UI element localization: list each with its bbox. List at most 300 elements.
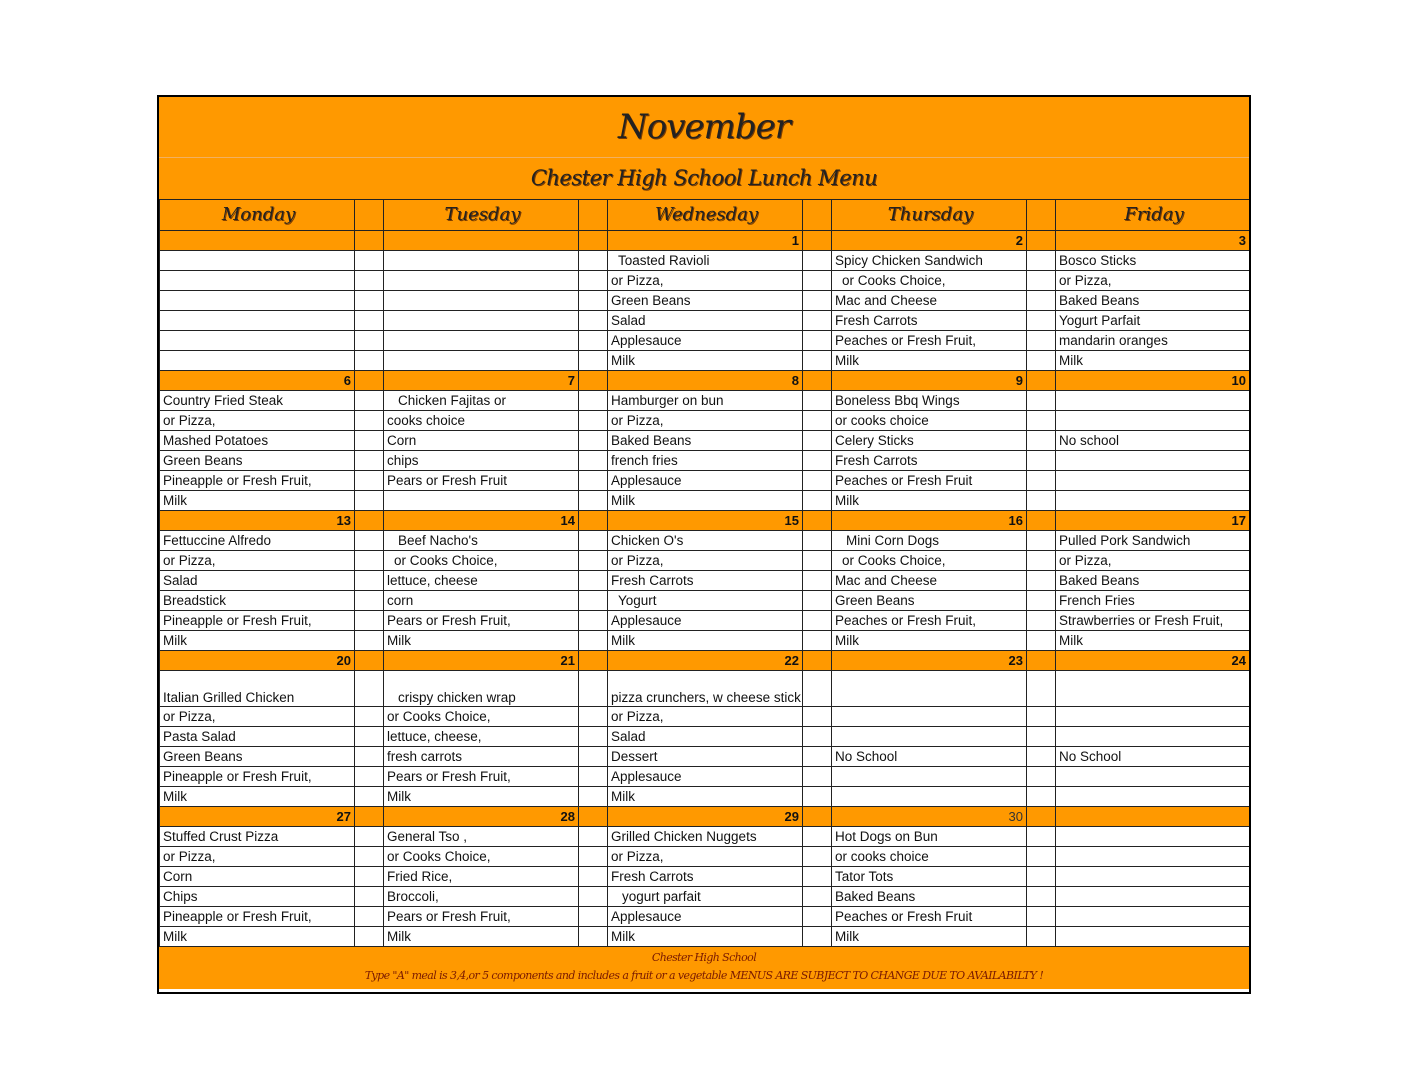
menu-cell: Fresh Carrots — [608, 571, 803, 591]
spacer-cell — [355, 867, 384, 887]
spacer-cell — [1027, 491, 1056, 511]
spacer-cell — [1027, 431, 1056, 451]
spacer-cell — [1027, 651, 1056, 671]
menu-cell: Fried Rice, — [384, 867, 579, 887]
spacer-cell — [355, 787, 384, 807]
menu-cell: Milk — [160, 787, 355, 807]
date-cell — [160, 231, 355, 251]
menu-cell: Hot Dogs on Bun — [832, 827, 1027, 847]
menu-cell — [1056, 867, 1250, 887]
menu-cell: or Cooks Choice, — [832, 271, 1027, 291]
date-cell: 23 — [832, 651, 1027, 671]
spacer-cell — [1027, 907, 1056, 927]
menu-cell: or Pizza, — [1056, 271, 1250, 291]
menu-cell: or Pizza, — [608, 271, 803, 291]
spacer-cell — [579, 927, 608, 947]
spacer-cell — [803, 551, 832, 571]
menu-cell: or Cooks Choice, — [384, 551, 579, 571]
spacer-cell — [579, 391, 608, 411]
spacer-cell — [1027, 231, 1056, 251]
menu-cell: Italian Grilled Chicken — [160, 671, 355, 707]
spacer-cell — [355, 727, 384, 747]
menu-cell: or Pizza, — [608, 411, 803, 431]
menu-cell: Mini Corn Dogs — [832, 531, 1027, 551]
date-cell: 8 — [608, 371, 803, 391]
spacer-cell — [1027, 271, 1056, 291]
menu-cell: Green Beans — [832, 591, 1027, 611]
menu-cell — [832, 671, 1027, 707]
spacer-cell — [355, 631, 384, 651]
menu-row — [160, 907, 1250, 927]
menu-cell: Green Beans — [608, 291, 803, 311]
menu-cell — [160, 351, 355, 371]
menu-cell: French Fries — [1056, 591, 1250, 611]
spacer-cell — [803, 767, 832, 787]
menu-row — [160, 867, 1250, 887]
spacer-cell — [579, 291, 608, 311]
menu-cell: Milk — [160, 491, 355, 511]
menu-cell — [832, 787, 1027, 807]
spacer-cell — [355, 807, 384, 827]
menu-row — [160, 311, 1250, 331]
spacer-cell — [579, 311, 608, 331]
menu-cell: Dessert — [608, 747, 803, 767]
spacer-cell — [1027, 471, 1056, 491]
spacer-cell — [803, 847, 832, 867]
spacer-cell — [1027, 787, 1056, 807]
menu-cell — [832, 707, 1027, 727]
spacer-cell — [579, 651, 608, 671]
spacer-cell — [1027, 251, 1056, 271]
spacer-cell — [355, 271, 384, 291]
spacer-cell — [803, 651, 832, 671]
date-cell: 27 — [160, 807, 355, 827]
date-cell: 10 — [1056, 371, 1250, 391]
menu-cell: or Pizza, — [160, 551, 355, 571]
spacer-cell — [1027, 411, 1056, 431]
spacer-cell — [355, 767, 384, 787]
menu-cell: Corn — [160, 867, 355, 887]
menu-cell: Pasta Salad — [160, 727, 355, 747]
menu-cell — [384, 331, 579, 351]
menu-cell: Milk — [608, 631, 803, 651]
menu-cell: Broccoli, — [384, 887, 579, 907]
menu-cell: Milk — [608, 491, 803, 511]
spacer-cell — [803, 291, 832, 311]
spacer-cell — [1027, 747, 1056, 767]
menu-cell: Fresh Carrots — [832, 451, 1027, 471]
menu-row — [160, 291, 1250, 311]
spacer-cell — [579, 251, 608, 271]
spacer-cell — [579, 887, 608, 907]
menu-cell: corn — [384, 591, 579, 611]
menu-cell — [1056, 767, 1250, 787]
menu-cell: Spicy Chicken Sandwich — [832, 251, 1027, 271]
spacer-cell — [355, 471, 384, 491]
menu-row — [160, 591, 1250, 611]
menu-cell: Peaches or Fresh Fruit, — [832, 611, 1027, 631]
menu-cell — [1056, 471, 1250, 491]
spacer-cell — [803, 927, 832, 947]
menu-cell: cooks choice — [384, 411, 579, 431]
spacer-cell — [803, 491, 832, 511]
spacer-cell — [355, 551, 384, 571]
menu-cell — [160, 331, 355, 351]
menu-cell: Hamburger on bun — [608, 391, 803, 411]
menu-row — [160, 727, 1250, 747]
menu-cell: No school — [1056, 431, 1250, 451]
menu-cell: or Pizza, — [160, 707, 355, 727]
menu-row — [160, 707, 1250, 727]
spacer-cell — [803, 571, 832, 591]
menu-cell: Baked Beans — [832, 887, 1027, 907]
spacer-cell — [803, 251, 832, 271]
menu-row — [160, 451, 1250, 471]
spacer-cell — [1027, 451, 1056, 471]
spacer-cell — [803, 311, 832, 331]
spacer-cell — [355, 451, 384, 471]
menu-row — [160, 491, 1250, 511]
menu-cell — [384, 491, 579, 511]
menu-cell: Country Fried Steak — [160, 391, 355, 411]
spacer-cell — [355, 411, 384, 431]
menu-row — [160, 887, 1250, 907]
spacer-cell — [1027, 371, 1056, 391]
menu-cell: No School — [832, 747, 1027, 767]
spacer-cell — [1027, 511, 1056, 531]
spacer-cell — [355, 251, 384, 271]
spacer-cell — [579, 767, 608, 787]
date-row — [160, 651, 1250, 671]
date-cell: 15 — [608, 511, 803, 531]
menu-cell: or Cooks Choice, — [832, 551, 1027, 571]
date-cell: 30 — [832, 807, 1027, 827]
menu-cell: chips — [384, 451, 579, 471]
menu-cell: pizza crunchers, w cheese stick — [608, 671, 803, 707]
menu-cell: Salad — [608, 727, 803, 747]
menu-row — [160, 631, 1250, 651]
menu-cell: Milk — [832, 927, 1027, 947]
menu-cell: Mac and Cheese — [832, 291, 1027, 311]
menu-cell: Milk — [1056, 351, 1250, 371]
date-cell: 6 — [160, 371, 355, 391]
spacer-cell — [355, 491, 384, 511]
spacer-cell — [579, 591, 608, 611]
menu-cell: Milk — [384, 631, 579, 651]
menu-row — [160, 767, 1250, 787]
spacer-cell — [579, 451, 608, 471]
menu-cell: Applesauce — [608, 471, 803, 491]
spacer-cell — [355, 651, 384, 671]
spacer-cell — [803, 231, 832, 251]
menu-cell: Applesauce — [608, 907, 803, 927]
menu-cell: General Tso , — [384, 827, 579, 847]
menu-cell: Chips — [160, 887, 355, 907]
day-header-wednesday: Wednesday — [608, 200, 803, 231]
spacer-cell — [803, 747, 832, 767]
spacer-cell — [355, 707, 384, 727]
menu-cell — [1056, 391, 1250, 411]
menu-cell: or Cooks Choice, — [384, 707, 579, 727]
spacer-cell — [355, 571, 384, 591]
spacer-cell — [1027, 867, 1056, 887]
spacer-cell — [1027, 291, 1056, 311]
menu-cell — [160, 271, 355, 291]
spacer-cell — [355, 887, 384, 907]
date-cell: 1 — [608, 231, 803, 251]
spacer-cell — [355, 611, 384, 631]
date-cell: 17 — [1056, 511, 1250, 531]
spacer-cell — [355, 391, 384, 411]
spacer-cell — [1027, 391, 1056, 411]
spacer-cell — [803, 787, 832, 807]
spacer-cell — [1027, 531, 1056, 551]
menu-cell — [1056, 451, 1250, 471]
spacer-cell — [803, 331, 832, 351]
spacer-cell — [1027, 887, 1056, 907]
menu-cell: Applesauce — [608, 767, 803, 787]
date-cell — [1056, 807, 1250, 827]
menu-cell: lettuce, cheese — [384, 571, 579, 591]
menu-cell: Pineapple or Fresh Fruit, — [160, 471, 355, 491]
spacer-cell — [803, 887, 832, 907]
menu-cell: Breadstick — [160, 591, 355, 611]
menu-cell — [832, 727, 1027, 747]
spacer-cell — [355, 907, 384, 927]
spacer-cell — [355, 531, 384, 551]
spacer-cell — [355, 827, 384, 847]
spacer-cell — [1027, 807, 1056, 827]
spacer-cell — [355, 371, 384, 391]
menu-cell: Milk — [832, 351, 1027, 371]
menu-cell: Chicken Fajitas or — [384, 391, 579, 411]
spacer-cell — [803, 907, 832, 927]
spacer-cell — [803, 727, 832, 747]
spacer-cell — [803, 827, 832, 847]
day-header-row — [160, 200, 1250, 231]
spacer-cell — [579, 847, 608, 867]
date-cell: 20 — [160, 651, 355, 671]
menu-cell — [1056, 727, 1250, 747]
menu-cell: Fettuccine Alfredo — [160, 531, 355, 551]
spacer-cell — [803, 351, 832, 371]
spacer-cell — [803, 807, 832, 827]
menu-cell: Milk — [832, 631, 1027, 651]
spacer-cell — [355, 351, 384, 371]
spacer-cell — [803, 611, 832, 631]
menu-cell: Salad — [160, 571, 355, 591]
spacer-cell — [579, 411, 608, 431]
spacer-cell — [579, 511, 608, 531]
spacer-cell — [1027, 767, 1056, 787]
menu-cell: lettuce, cheese, — [384, 727, 579, 747]
menu-cell: or Cooks Choice, — [384, 847, 579, 867]
menu-row — [160, 331, 1250, 351]
menu-row — [160, 471, 1250, 491]
spacer-cell — [355, 671, 384, 707]
spacer-cell — [579, 611, 608, 631]
day-header-monday: Monday — [160, 200, 355, 231]
menu-row — [160, 747, 1250, 767]
date-cell — [384, 231, 579, 251]
menu-cell: Pears or Fresh Fruit — [384, 471, 579, 491]
spacer-cell — [803, 591, 832, 611]
menu-cell — [1056, 887, 1250, 907]
menu-cell: Green Beans — [160, 747, 355, 767]
spacer-cell — [579, 867, 608, 887]
menu-cell: Pears or Fresh Fruit, — [384, 907, 579, 927]
spacer-cell — [579, 491, 608, 511]
menu-cell: Peaches or Fresh Fruit — [832, 471, 1027, 491]
menu-cell: Toasted Ravioli — [608, 251, 803, 271]
spacer-cell — [355, 431, 384, 451]
spacer-cell — [1027, 847, 1056, 867]
menu-cell: Pulled Pork Sandwich — [1056, 531, 1250, 551]
date-row — [160, 807, 1250, 827]
menu-cell: Milk — [608, 787, 803, 807]
spacer-cell — [803, 511, 832, 531]
menu-cell: Mashed Potatoes — [160, 431, 355, 451]
menu-cell: or Pizza, — [1056, 551, 1250, 571]
menu-row — [160, 827, 1250, 847]
spacer-cell — [579, 631, 608, 651]
menu-cell: Pears or Fresh Fruit, — [384, 611, 579, 631]
spacer-cell — [579, 807, 608, 827]
spacer-cell — [1027, 631, 1056, 651]
spacer-cell — [803, 371, 832, 391]
spacer-cell — [803, 431, 832, 451]
menu-cell: or cooks choice — [832, 411, 1027, 431]
date-cell: 9 — [832, 371, 1027, 391]
menu-cell — [1056, 491, 1250, 511]
menu-row — [160, 271, 1250, 291]
date-cell: 22 — [608, 651, 803, 671]
menu-cell: Fresh Carrots — [832, 311, 1027, 331]
spacer-cell — [579, 351, 608, 371]
spacer-cell — [803, 531, 832, 551]
menu-cell: Tator Tots — [832, 867, 1027, 887]
menu-cell: Bosco Sticks — [1056, 251, 1250, 271]
date-cell: 14 — [384, 511, 579, 531]
spacer-cell — [1027, 311, 1056, 331]
spacer-cell — [579, 747, 608, 767]
menu-row — [160, 551, 1250, 571]
menu-cell: or cooks choice — [832, 847, 1027, 867]
spacer-cell — [579, 907, 608, 927]
menu-cell: Mac and Cheese — [832, 571, 1027, 591]
spacer-cell — [1027, 927, 1056, 947]
spacer-cell — [1027, 671, 1056, 707]
spacer-cell — [355, 231, 384, 251]
menu-row — [160, 391, 1250, 411]
menu-cell: Celery Sticks — [832, 431, 1027, 451]
menu-row — [160, 671, 1250, 707]
menu-cell: Milk — [384, 787, 579, 807]
menu-cell: Applesauce — [608, 611, 803, 631]
menu-cell: Milk — [832, 491, 1027, 511]
spacer-cell — [579, 471, 608, 491]
menu-cell: or Pizza, — [608, 551, 803, 571]
spacer-cell — [1027, 591, 1056, 611]
date-cell: 3 — [1056, 231, 1250, 251]
spacer-cell — [1027, 331, 1056, 351]
spacer-cell — [355, 747, 384, 767]
spacer-cell — [579, 431, 608, 451]
menu-cell: Green Beans — [160, 451, 355, 471]
menu-cell: Baked Beans — [608, 431, 803, 451]
date-row — [160, 511, 1250, 531]
menu-subtitle: Chester High School Lunch Menu — [159, 158, 1249, 199]
menu-cell: crispy chicken wrap — [384, 671, 579, 707]
date-cell: 21 — [384, 651, 579, 671]
menu-cell — [1056, 671, 1250, 707]
menu-cell — [1056, 707, 1250, 727]
menu-cell: Milk — [1056, 631, 1250, 651]
spacer-cell — [579, 331, 608, 351]
menu-cell: Milk — [384, 927, 579, 947]
menu-cell: Milk — [608, 351, 803, 371]
spacer-cell — [355, 311, 384, 331]
spacer-cell — [579, 787, 608, 807]
menu-cell: fresh carrots — [384, 747, 579, 767]
menu-row — [160, 531, 1250, 551]
menu-cell: mandarin oranges — [1056, 331, 1250, 351]
menu-row — [160, 847, 1250, 867]
menu-cell: or Pizza, — [608, 707, 803, 727]
spacer-cell — [579, 551, 608, 571]
menu-cell: Baked Beans — [1056, 291, 1250, 311]
menu-cell: Stuffed Crust Pizza — [160, 827, 355, 847]
spacer-cell — [579, 371, 608, 391]
date-cell: 13 — [160, 511, 355, 531]
menu-cell: or Pizza, — [160, 411, 355, 431]
date-cell: 24 — [1056, 651, 1250, 671]
menu-row — [160, 351, 1250, 371]
date-cell: 28 — [384, 807, 579, 827]
spacer-cell — [1027, 727, 1056, 747]
menu-cell: Yogurt Parfait — [1056, 311, 1250, 331]
menu-row — [160, 787, 1250, 807]
menu-cell — [832, 767, 1027, 787]
menu-row — [160, 927, 1250, 947]
menu-row — [160, 611, 1250, 631]
menu-cell: Pineapple or Fresh Fruit, — [160, 767, 355, 787]
menu-row — [160, 431, 1250, 451]
menu-cell — [160, 251, 355, 271]
menu-cell — [384, 351, 579, 371]
spacer-cell — [1027, 571, 1056, 591]
spacer-cell — [803, 631, 832, 651]
menu-cell: Chicken O's — [608, 531, 803, 551]
menu-cell: Salad — [608, 311, 803, 331]
menu-cell — [1056, 411, 1250, 431]
menu-cell: Peaches or Fresh Fruit, — [832, 331, 1027, 351]
spacer-cell — [355, 927, 384, 947]
spacer-cell — [1027, 827, 1056, 847]
menu-row — [160, 251, 1250, 271]
menu-cell — [1056, 927, 1250, 947]
menu-cell: french fries — [608, 451, 803, 471]
spacer-cell — [803, 671, 832, 707]
menu-cell — [384, 311, 579, 331]
menu-cell: Milk — [608, 927, 803, 947]
menu-cell — [1056, 907, 1250, 927]
menu-cell: Pears or Fresh Fruit, — [384, 767, 579, 787]
menu-cell: Pineapple or Fresh Fruit, — [160, 907, 355, 927]
menu-table — [159, 199, 1250, 947]
menu-cell: Peaches or Fresh Fruit — [832, 907, 1027, 927]
footer-note — [159, 947, 1249, 989]
